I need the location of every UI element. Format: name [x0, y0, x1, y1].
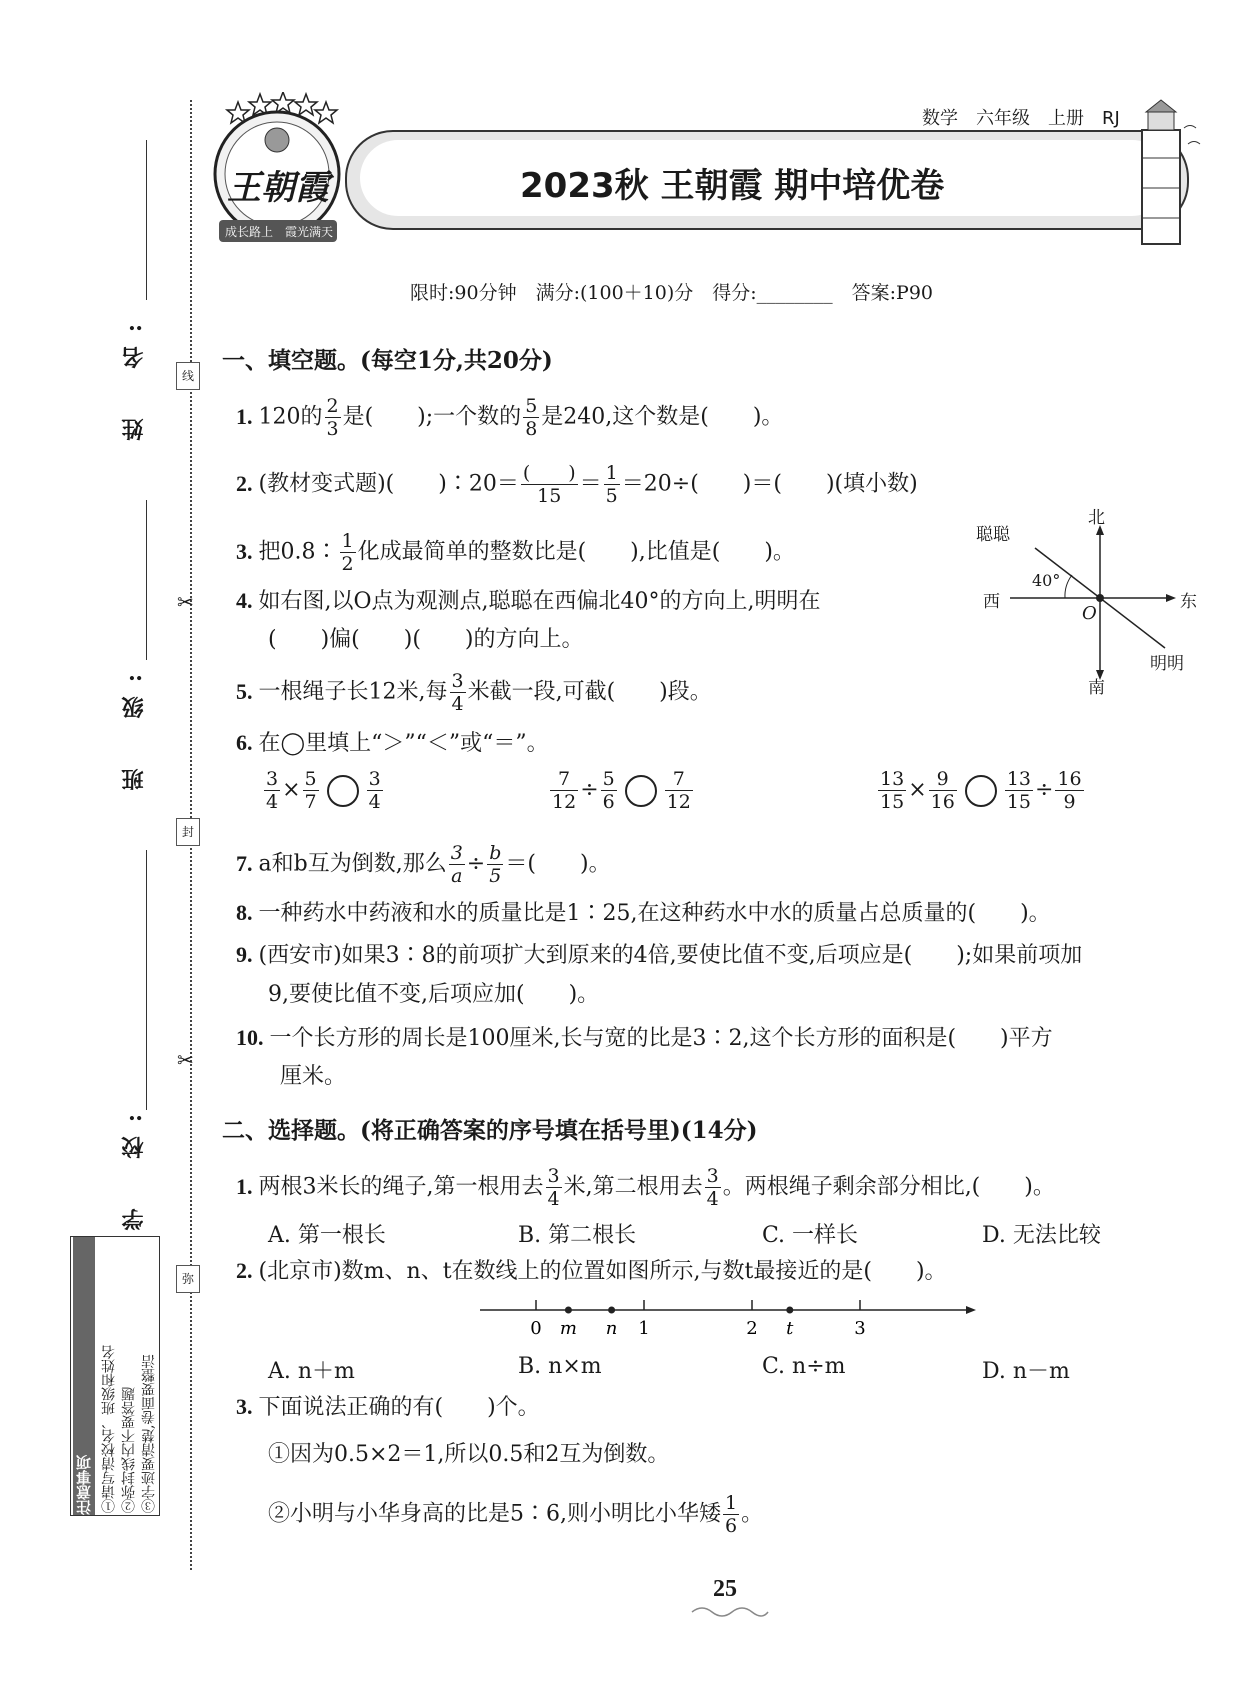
question-number: 10. [236, 1025, 264, 1050]
school-label: 学 校: [121, 1100, 147, 1231]
question-1-4-line2: ( )偏( )( )的方向上。 [268, 627, 584, 652]
fraction: $\frac{3}{4}$ [547, 1165, 560, 1210]
question-number: 5. [236, 678, 253, 704]
question-text: ＝ [579, 471, 602, 497]
fraction: $\frac{2}{3}$ [326, 395, 339, 440]
brand-logo [205, 92, 350, 252]
question-number: 1. [236, 1173, 253, 1199]
question-text: 一个长方形的周长是100厘米,长与宽的比是3∶2,这个长方形的面积是( )平方 [269, 1026, 1053, 1051]
wave-decoration-icon [690, 1602, 770, 1626]
question-1-5 [236, 670, 712, 715]
compass-diagram [976, 508, 1210, 698]
option-a[interactable]: A. 第一根长 [268, 1223, 386, 1248]
compare-circle[interactable] [327, 775, 359, 807]
option-d[interactable]: D. 无法比较 [982, 1223, 1101, 1248]
fraction: $\frac{5}{8}$ [525, 395, 538, 440]
lighthouse-icon [1118, 98, 1208, 252]
question-1-2 [236, 462, 918, 507]
statement-2: ②小明与小华身高的比是5∶6,则小明比小华矮 $\frac{1}{6}$ 。 [268, 1492, 764, 1537]
option-b[interactable]: B. 第二根长 [518, 1223, 637, 1248]
fraction: $\frac{3}{a}$ [450, 842, 463, 887]
exam-meta: 限时:90分钟 满分:(100＋10)分 得分:________ 答案:P90 [410, 282, 934, 304]
compare-expression-2: $\frac{7}{12}$ ÷ $\frac{5}{6}$ $\frac{7}{12}$ [552, 768, 691, 813]
fraction: $\frac{3}{4}$ [451, 670, 464, 715]
notice-1: ①请写清校名、班级和姓名 [101, 1345, 117, 1513]
compass-south: 南 [1088, 678, 1105, 698]
section1-title: 一、填空题。(每空1分,共20分) [222, 347, 553, 374]
compare-circle[interactable] [625, 775, 657, 807]
question-text: 是( );一个数的 [342, 404, 522, 430]
point-label: t [786, 1318, 794, 1339]
question-text: 化成最简单的整数比是( ),比值是( )。 [357, 539, 795, 565]
notice-title: 注意事项 [73, 1237, 95, 1515]
line-marker: 线 [176, 362, 200, 390]
option-a[interactable]: A. n＋m [268, 1359, 355, 1384]
point-t [786, 1307, 793, 1314]
point-n [608, 1307, 615, 1314]
question-text: (教材变式题)( )∶20＝ [258, 471, 519, 497]
class-label: 班 级: [121, 660, 147, 791]
question-number: 3. [236, 538, 253, 564]
number-line [480, 1292, 980, 1342]
point-label: m [559, 1318, 577, 1339]
question-text: 。两根绳子剩余部分相比,( )。 [722, 1174, 1055, 1200]
fraction: $\frac{( )}{15}$ [522, 462, 576, 507]
point-label: n [605, 1318, 618, 1339]
notice-3: ③字迹要清楚,卷面要整洁 [141, 1354, 157, 1513]
fraction: $\frac{3}{4}$ [706, 1165, 719, 1210]
question-text: 在◯里填上“＞”“＜”或“＝”。 [258, 731, 549, 756]
school-blank[interactable] [146, 850, 147, 1110]
option-c[interactable]: C. 一样长 [762, 1223, 859, 1248]
question-text: 下面说法正确的有( )个。 [258, 1395, 540, 1420]
compass-north: 北 [1088, 508, 1105, 528]
tick-label: 3 [854, 1318, 866, 1339]
question-number: 9. [236, 942, 253, 967]
question-text: a和b互为倒数,那么 [258, 851, 447, 877]
question-number: 2. [236, 1258, 253, 1283]
name-label: 姓 名: [121, 310, 147, 441]
fraction: $\frac{b}{5}$ [489, 842, 502, 887]
question-1-9-line2: 9,要使比值不变,后项应加( )。 [268, 982, 600, 1007]
number-line-axis [480, 1292, 980, 1342]
scissors-icon: ✂ [177, 1048, 194, 1072]
question-number: 4. [236, 588, 253, 613]
compass-west: 西 [983, 592, 1000, 612]
question-2-1 [236, 1165, 1055, 1210]
question-text: 如右图,以O点为观测点,聪聪在西偏北40°的方向上,明明在 [258, 589, 821, 614]
subject-info: 数学 六年级 上册 RJ [922, 108, 1120, 129]
scissors-icon: ✂ [177, 590, 194, 614]
question-text: 一根绳子长12米,每 [258, 679, 448, 705]
question-text: (北京市)数m、n、t在数线上的位置如图所示,与数t最接近的是( )。 [258, 1259, 947, 1284]
logo-text: 王朝霞 [227, 168, 329, 208]
question-1-9 [236, 940, 1082, 971]
question-number: 7. [236, 850, 253, 876]
question-number: 8. [236, 900, 253, 925]
question-number: 3. [236, 1394, 253, 1419]
point-m [565, 1307, 572, 1314]
statement-1: ①因为0.5×2＝1,所以0.5和2互为倒数。 [268, 1442, 670, 1467]
compass-origin: O [1082, 603, 1097, 624]
tick-label: 0 [530, 1318, 542, 1339]
option-c[interactable]: C. n÷m [762, 1354, 846, 1379]
notice-2: ②弥封线内不要答题 [121, 1387, 137, 1513]
question-1-3 [236, 530, 795, 575]
question-1-1 [236, 395, 783, 440]
compass-east: 东 [1180, 592, 1197, 612]
name-blank[interactable] [146, 140, 147, 300]
question-text: 米截一段,可截( )段。 [467, 679, 712, 705]
compass-congcong: 聪聪 [976, 525, 1010, 545]
section2-title: 二、选择题。(将正确答案的序号填在括号里)(14分) [222, 1117, 758, 1144]
question-text: ＝( )。 [505, 851, 611, 877]
question-2-2 [236, 1256, 947, 1287]
fraction: $\frac{1}{2}$ [341, 530, 354, 575]
question-number: 2. [236, 470, 253, 496]
question-1-8 [236, 898, 1051, 929]
question-text: 把0.8∶ [258, 539, 338, 565]
fraction: $\frac{1}{5}$ [605, 462, 618, 507]
question-1-10 [236, 1023, 1053, 1054]
tick-label: 2 [746, 1318, 758, 1339]
question-text: 两根3米长的绳子,第一根用去 [258, 1174, 544, 1200]
page-title: 2023秋 王朝霞 期中培优卷 [520, 166, 945, 206]
question-1-7: 7. a和b互为倒数,那么 $\frac{3}{a}$ ÷ $\frac{b}{5}$ ＝( )。 [236, 842, 611, 887]
tick-label: 1 [638, 1318, 650, 1339]
question-text: ＝20÷( )＝( )(填小数) [621, 471, 918, 497]
question-1-6 [236, 728, 549, 759]
question-number: 6. [236, 730, 253, 755]
compare-expression-1: $\frac{3}{4}$ × $\frac{5}{7}$ $\frac{3}{4}$ [266, 768, 381, 813]
option-b[interactable]: B. n×m [518, 1354, 602, 1379]
compare-expression-3: $\frac{13}{15}$ × $\frac{9}{16}$ $\frac{13}{15}$ ÷ $\frac{16}{9}$ [880, 768, 1082, 813]
compare-circle[interactable] [965, 775, 997, 807]
fraction: $\frac{1}{6}$ [725, 1492, 738, 1537]
seal-marker: 封 [176, 818, 200, 846]
compass-mingming: 明明 [1150, 654, 1184, 674]
page-number: 25 [713, 1576, 737, 1602]
question-text: (西安市)如果3∶8的前项扩大到原来的4倍,要使比值不变,后项应是( );如果前项加 [258, 943, 1083, 968]
question-text: 120的 [258, 404, 323, 430]
question-text: 米,第二根用去 [563, 1174, 703, 1200]
class-blank[interactable] [146, 500, 147, 660]
question-2-3 [236, 1392, 540, 1423]
question-number: 1. [236, 403, 253, 429]
notice-box [70, 1236, 160, 1516]
question-text: 是240,这个数是( )。 [541, 404, 784, 430]
question-1-4 [236, 586, 821, 617]
question-1-10-line2: 厘米。 [280, 1064, 347, 1089]
close-marker: 弥 [176, 1265, 200, 1293]
logo-slogan: 成长路上 霞光满天 [225, 225, 334, 239]
question-text: 一种药水中药液和水的质量比是1∶25,在这种药水中水的质量占总质量的( )。 [258, 901, 1051, 926]
option-d[interactable]: D. n－m [982, 1359, 1070, 1384]
compass-angle: 40° [1032, 571, 1061, 590]
